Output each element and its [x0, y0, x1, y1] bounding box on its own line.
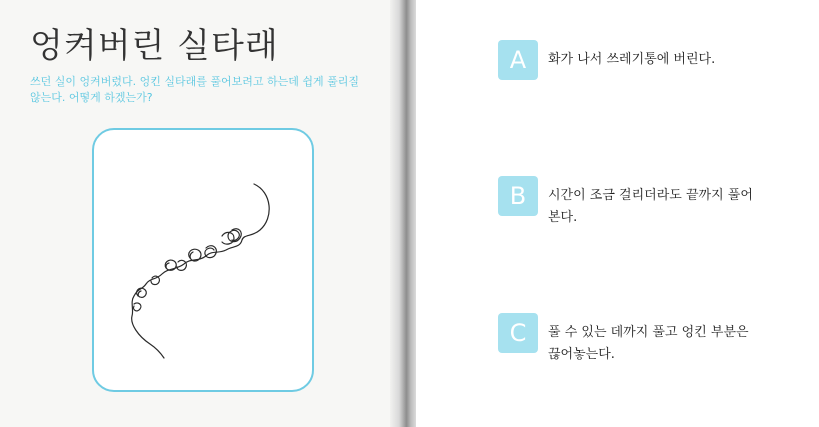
- question-description: 쓰던 실이 엉켜버렸다. 엉킨 실타래를 풀어보려고 하는데 쉽게 풀리질 않는다. 어떻게 하겠는가?: [30, 75, 359, 104]
- option-a-text: 화가 나서 쓰레기통에 버린다.: [548, 52, 716, 67]
- page-title: 엉켜버린 실타래: [30, 26, 279, 66]
- tangled-thread-icon: [94, 130, 312, 390]
- illustration-card: [92, 128, 314, 392]
- option-a-badge: A: [498, 40, 538, 80]
- left-page: [0, 0, 398, 427]
- option-c-badge: C: [498, 313, 538, 353]
- option-c-text: 풀 수 있는 데까지 풀고 엉킨 부분은 끊어놓는다.: [548, 325, 749, 362]
- option-b-text: 시간이 조금 걸리더라도 끝까지 풀어 본다.: [548, 188, 753, 225]
- option-b-badge: B: [498, 176, 538, 216]
